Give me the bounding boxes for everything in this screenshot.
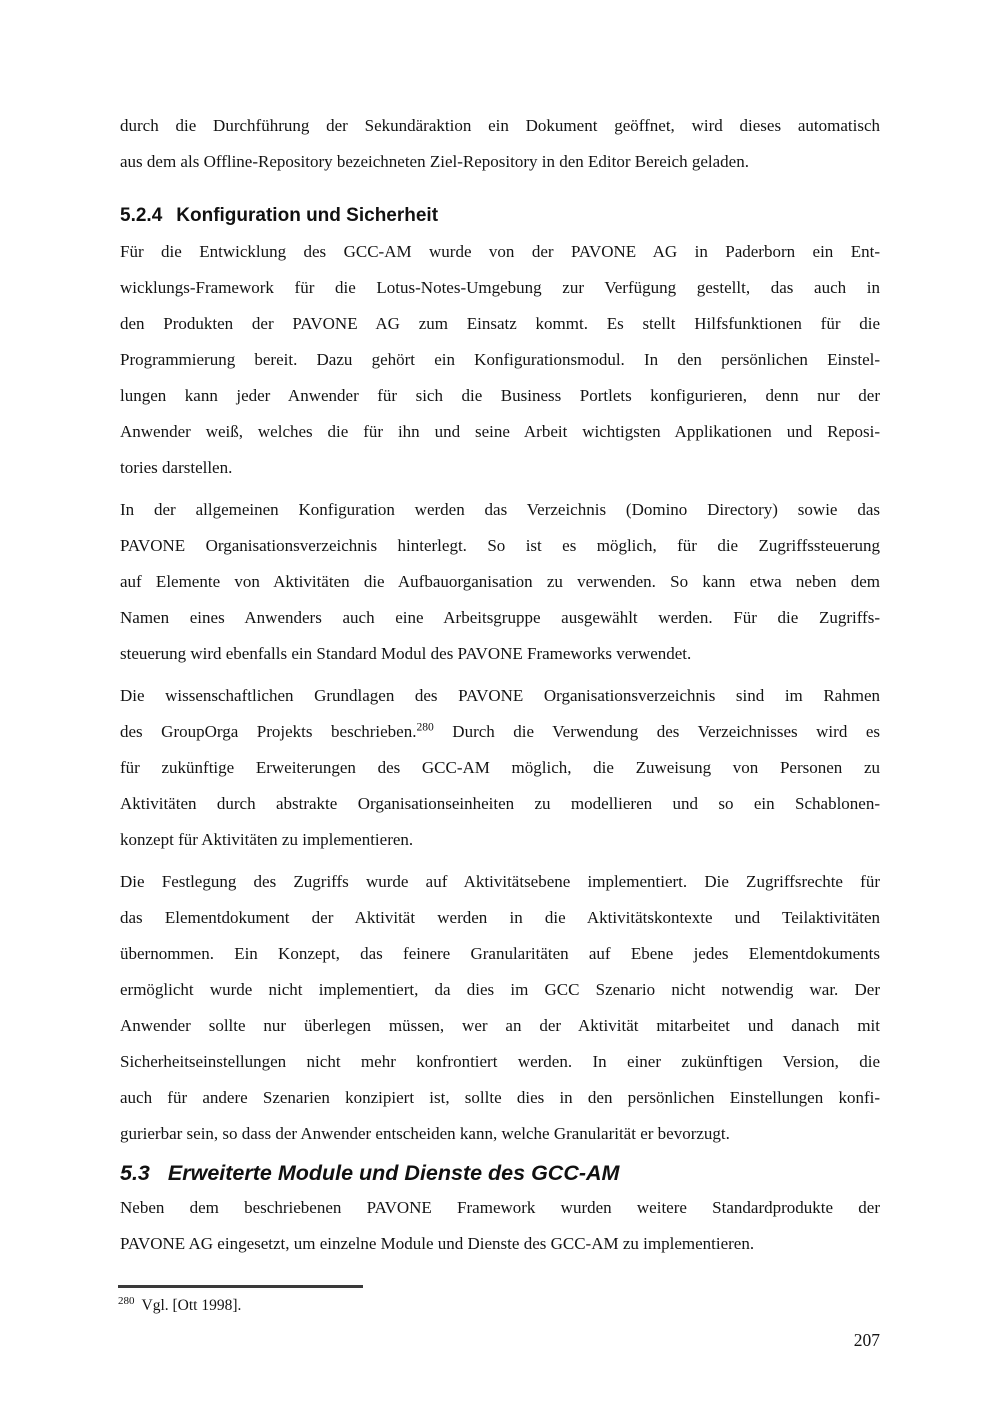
text-line: In der allgemeinen Konfiguration werden das Verzeichnis (Domino Directory) sowie das bbox=[120, 500, 880, 519]
heading-number: 5.3 bbox=[120, 1161, 150, 1185]
text-line: durch die Durchführung der Sekundäraktion ein Dokument geöffnet, wird dieses automatisch bbox=[120, 116, 880, 135]
heading-number: 5.2.4 bbox=[120, 205, 163, 226]
text-line: steuerung wird ebenfalls ein Standard Modul des PAVONE Frameworks verwendet. bbox=[120, 644, 692, 663]
heading-title: Erweiterte Module und Dienste des GCC-AM bbox=[167, 1161, 620, 1185]
text-line: Anwender weiß, welches die für ihn und seine Arbeit wichtigsten Applikationen und Reposi- bbox=[120, 422, 880, 441]
text-line: aus dem als Offline-Repository bezeichneten Ziel-Repository in den Editor Bereich geladen. bbox=[120, 152, 749, 171]
body-paragraph bbox=[120, 678, 880, 858]
text-line: Neben dem beschriebenen PAVONE Framework wurden weitere Standardprodukte der bbox=[120, 1198, 880, 1217]
footnote bbox=[118, 1295, 878, 1317]
text-line: Namen eines Anwenders auch eine Arbeitsgruppe ausgewählt werden. Für die Zugriffs- bbox=[120, 608, 880, 627]
text-line: Die Festlegung des Zugriffs wurde auf Aktivitätsebene implementiert. Die Zugriffsrechte für bbox=[120, 872, 880, 891]
heading-title: Konfiguration und Sicherheit bbox=[176, 205, 439, 226]
text-line: wicklungs-Framework für die Lotus-Notes-Umgebung zur Verfügung gestellt, das auch in bbox=[120, 278, 880, 297]
text-line: Sicherheitseinstellungen nicht mehr konfrontiert werden. In einer zukünftigen Version, die bbox=[120, 1052, 880, 1071]
document-body bbox=[120, 108, 880, 1262]
text-line: des GroupOrga Projekts beschrieben.$^{280}$ Durch die Verwendung des Verzeichnisses wird es bbox=[120, 720, 880, 741]
text-line: Anwender sollte nur überlegen müssen, wer an der Aktivität mitarbeitet und danach mit bbox=[120, 1016, 880, 1035]
subsection-heading bbox=[120, 202, 880, 230]
text-line: PAVONE AG eingesetzt, um einzelne Module und Dienste des GCC-AM zu implementieren. bbox=[120, 1234, 755, 1253]
text-line: den Produkten der PAVONE AG zum Einsatz kommt. Es stellt Hilfsfunktionen für die bbox=[120, 314, 880, 333]
text-line: konzept für Aktivitäten zu implementieren. bbox=[120, 830, 414, 849]
text-line: Die wissenschaftlichen Grundlagen des PAVONE Organisationsverzeichnis sind im Rahmen bbox=[120, 686, 880, 705]
text-line: lungen kann jeder Anwender für sich die Business Portlets konfigurieren, denn nur der bbox=[120, 386, 880, 405]
footnote-text: Vgl. [Ott 1998]. bbox=[141, 1297, 242, 1314]
text-line: Für die Entwicklung des GCC-AM wurde von der PAVONE AG in Paderborn ein Ent- bbox=[120, 242, 880, 261]
body-paragraph bbox=[120, 1190, 880, 1262]
text-line: gurierbar sein, so dass der Anwender entscheiden kann, welche Granularität er bevorzugt. bbox=[120, 1124, 730, 1143]
body-paragraph bbox=[120, 234, 880, 486]
section-heading bbox=[120, 1158, 880, 1188]
text-line: für zukünftige Erweiterungen des GCC-AM möglich, die Zuweisung von Personen zu bbox=[120, 758, 880, 777]
footnote-separator-rule bbox=[118, 1285, 363, 1288]
text-line: das Elementdokument der Aktivität werden in die Aktivitätskontexte und Teilaktivitäten bbox=[120, 908, 880, 927]
footnote-marker: 280 bbox=[118, 1294, 135, 1307]
page-number: 207 bbox=[853, 1330, 880, 1350]
text-line: Programmierung bereit. Dazu gehört ein Konfigurationsmodul. In den persönlichen Einstel- bbox=[120, 350, 880, 369]
text-line: auf Elemente von Aktivitäten die Aufbauorganisation zu verwenden. So kann etwa neben dem bbox=[120, 572, 880, 591]
text-line: übernommen. Ein Konzept, das feinere Granularitäten auf Ebene jedes Elementdokuments bbox=[120, 944, 880, 963]
body-paragraph bbox=[120, 864, 880, 1152]
footnote-area bbox=[118, 1285, 878, 1317]
text-line: PAVONE Organisationsverzeichnis hinterlegt. So ist es möglich, für die Zugriffssteuerung bbox=[120, 536, 880, 555]
footnote-reference: 280 bbox=[416, 720, 434, 734]
body-paragraph bbox=[120, 492, 880, 672]
text-line: auch für andere Szenarien konzipiert ist, sollte dies in den persönlichen Einstellungen konfi- bbox=[120, 1088, 880, 1107]
body-paragraph bbox=[120, 108, 880, 180]
text-line: Aktivitäten durch abstrakte Organisationseinheiten zu modellieren und so ein Schablonen- bbox=[120, 794, 880, 813]
text-line: ermöglicht wurde nicht implementiert, da dies im GCC Szenario nicht notwendig war. Der bbox=[120, 980, 880, 999]
text-line: tories darstellen. bbox=[120, 458, 233, 477]
